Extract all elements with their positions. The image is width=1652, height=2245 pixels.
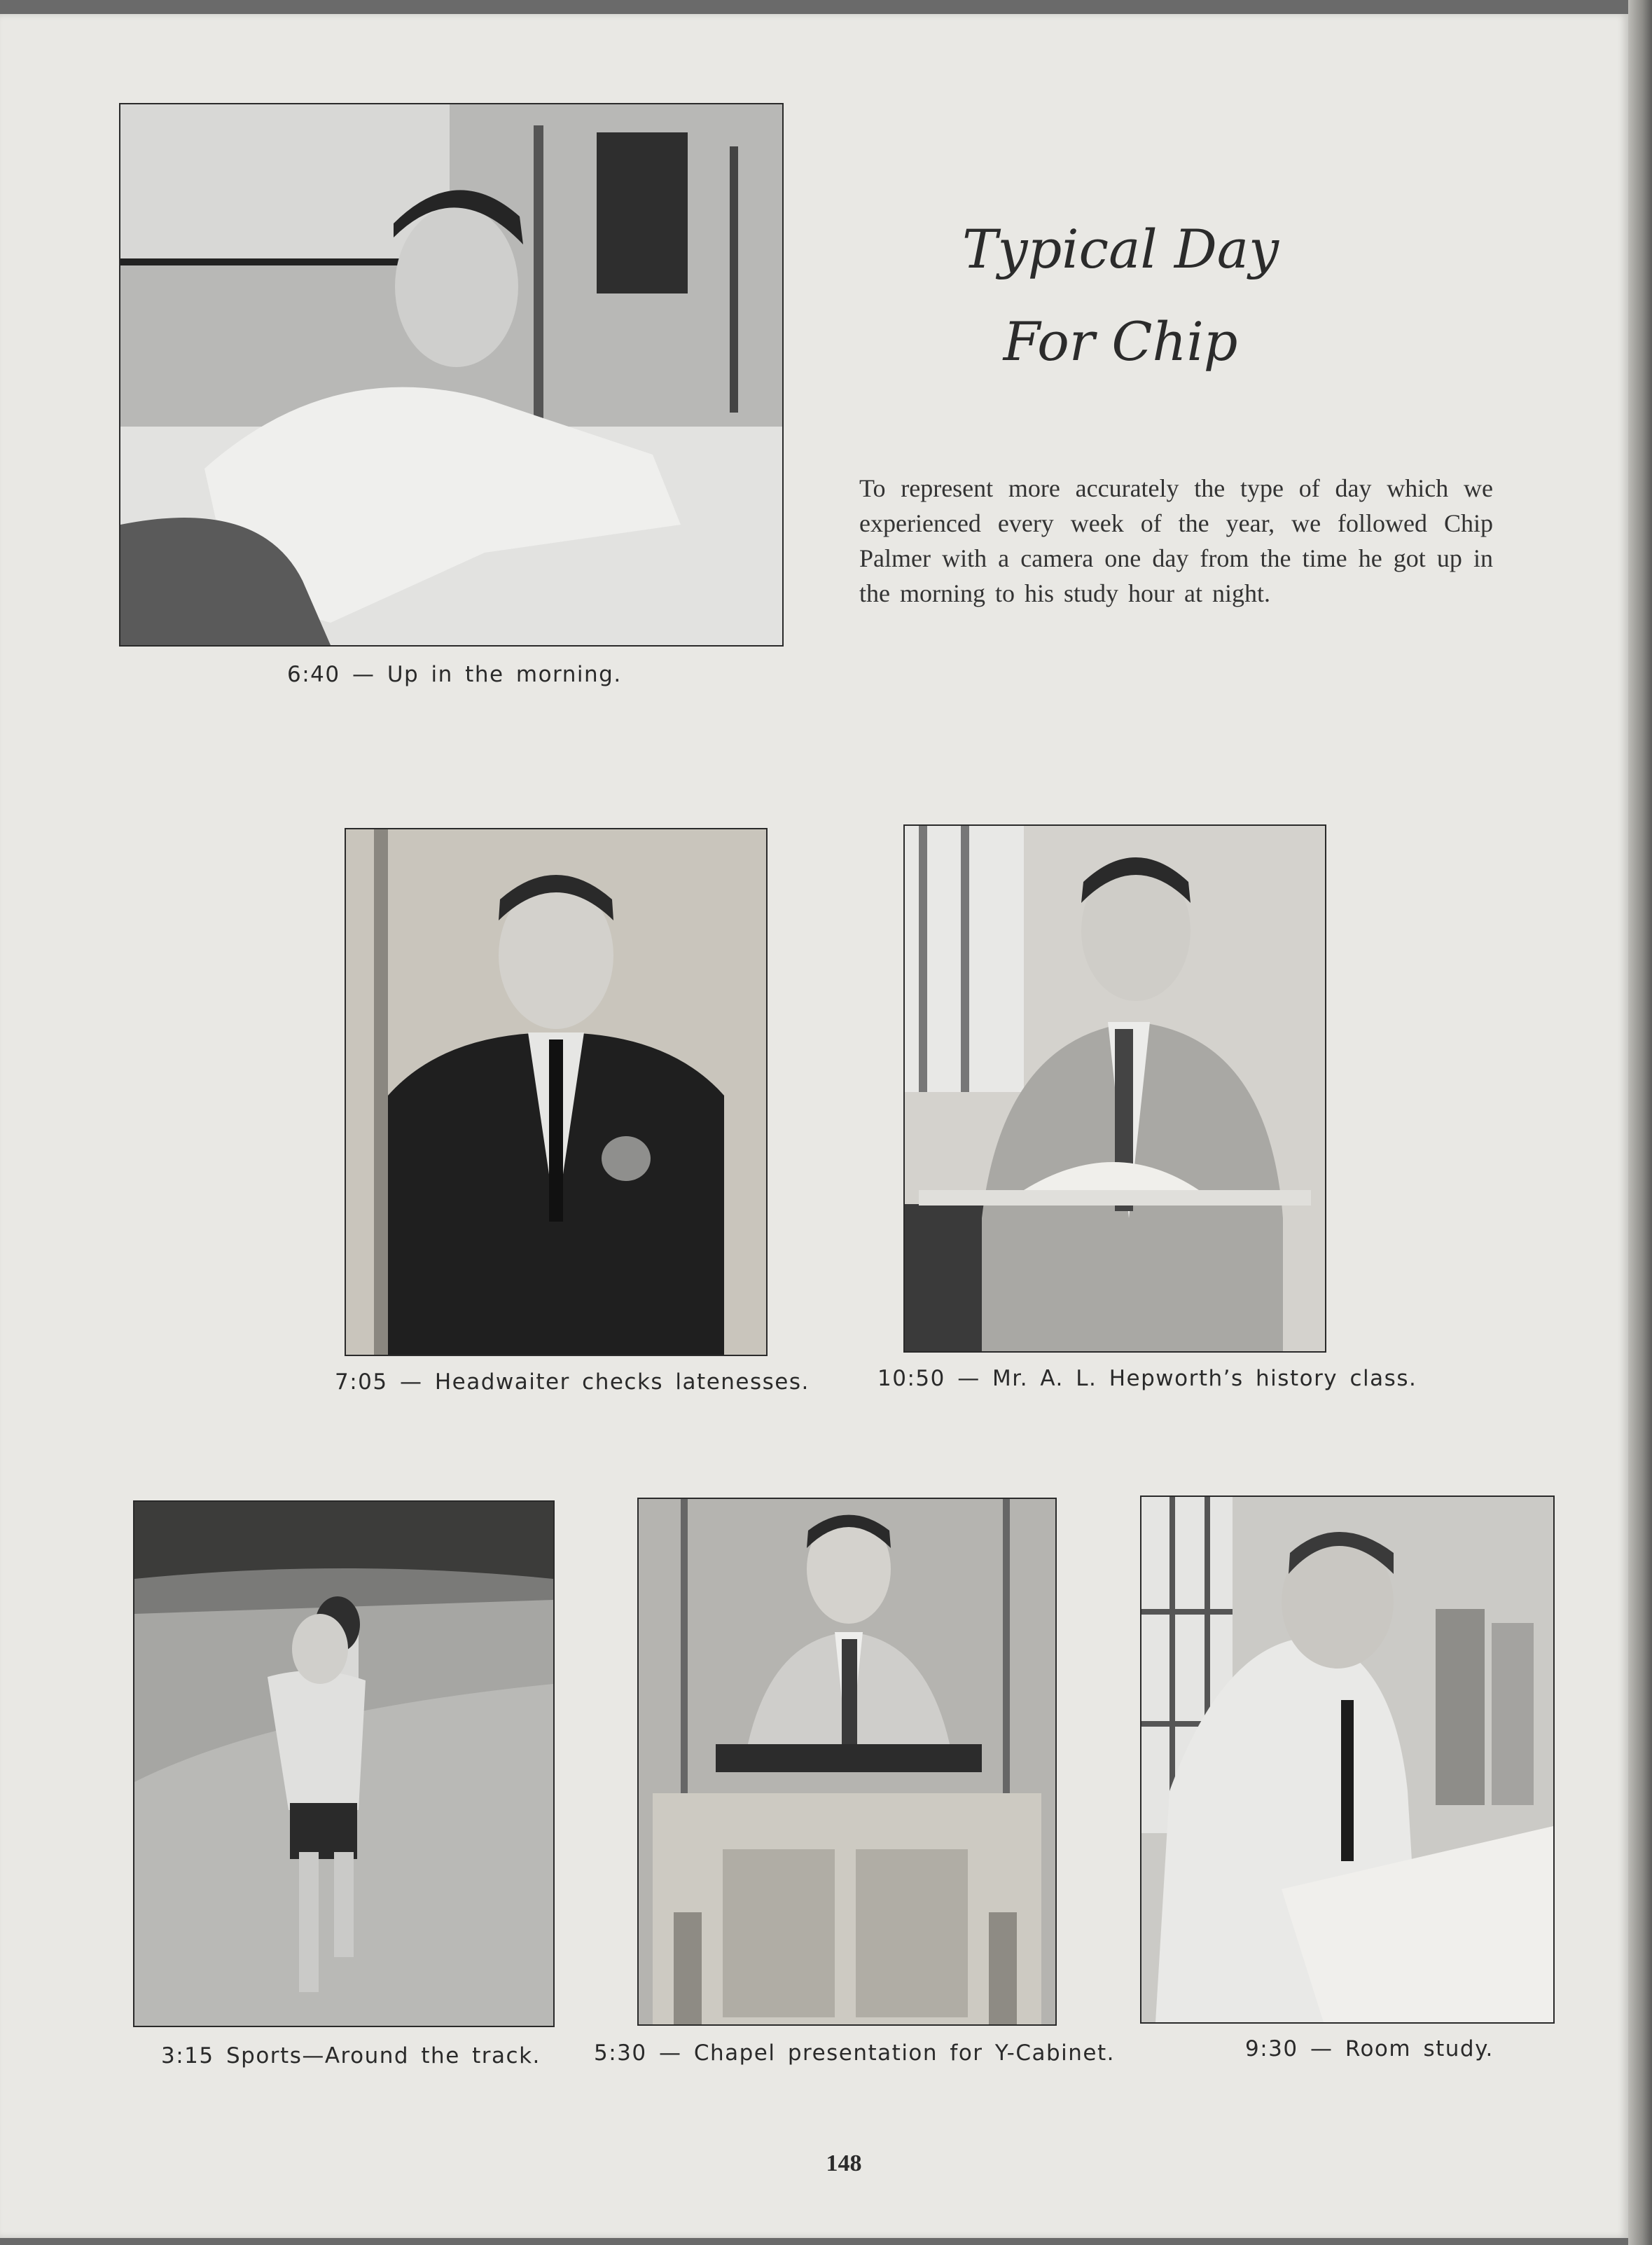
photo-track-image: [134, 1502, 553, 2026]
photo-headwaiter-image: [346, 829, 766, 1355]
photo-chapel-image: [639, 1499, 1055, 2024]
page-title: [938, 203, 1303, 388]
photo-chapel: [637, 1498, 1057, 2026]
photo-headwaiter: [345, 828, 768, 1356]
photo-track: [133, 1500, 555, 2027]
intro-paragraph: To represent more accurately the type of day which we experienced every week of the year, we followed Chip Palmer with a camera one day from the time he got up in the morning to his study hour at night.: [859, 474, 1493, 607]
photo-caption: 5:30 — Chapel presentation for Y-Cabinet.: [594, 2040, 1115, 2066]
page-number: 148: [826, 2150, 862, 2176]
photo-room-study: [1140, 1495, 1555, 2024]
title-line-2: For Chip: [1003, 310, 1238, 373]
photo-history-class-image: [905, 826, 1325, 1351]
photo-caption: 6:40 — Up in the morning.: [287, 662, 622, 687]
photo-caption: 10:50 — Mr. A. L. Hepworth’s history class.: [877, 1366, 1417, 1391]
photo-caption: 9:30 — Room study.: [1245, 2036, 1494, 2061]
book-spine-edge: [1628, 0, 1652, 2245]
photo-up-in-morning-image: [120, 104, 782, 645]
photo-room-study-image: [1141, 1497, 1553, 2022]
yearbook-page: [0, 14, 1628, 2238]
photo-up-in-morning: [119, 103, 784, 647]
title-line-1: Typical Day: [962, 218, 1279, 280]
photo-caption: 3:15 Sports—Around the track.: [161, 2043, 541, 2068]
photo-caption: 7:05 — Headwaiter checks latenesses.: [335, 1369, 810, 1395]
photo-history-class: [903, 824, 1326, 1353]
